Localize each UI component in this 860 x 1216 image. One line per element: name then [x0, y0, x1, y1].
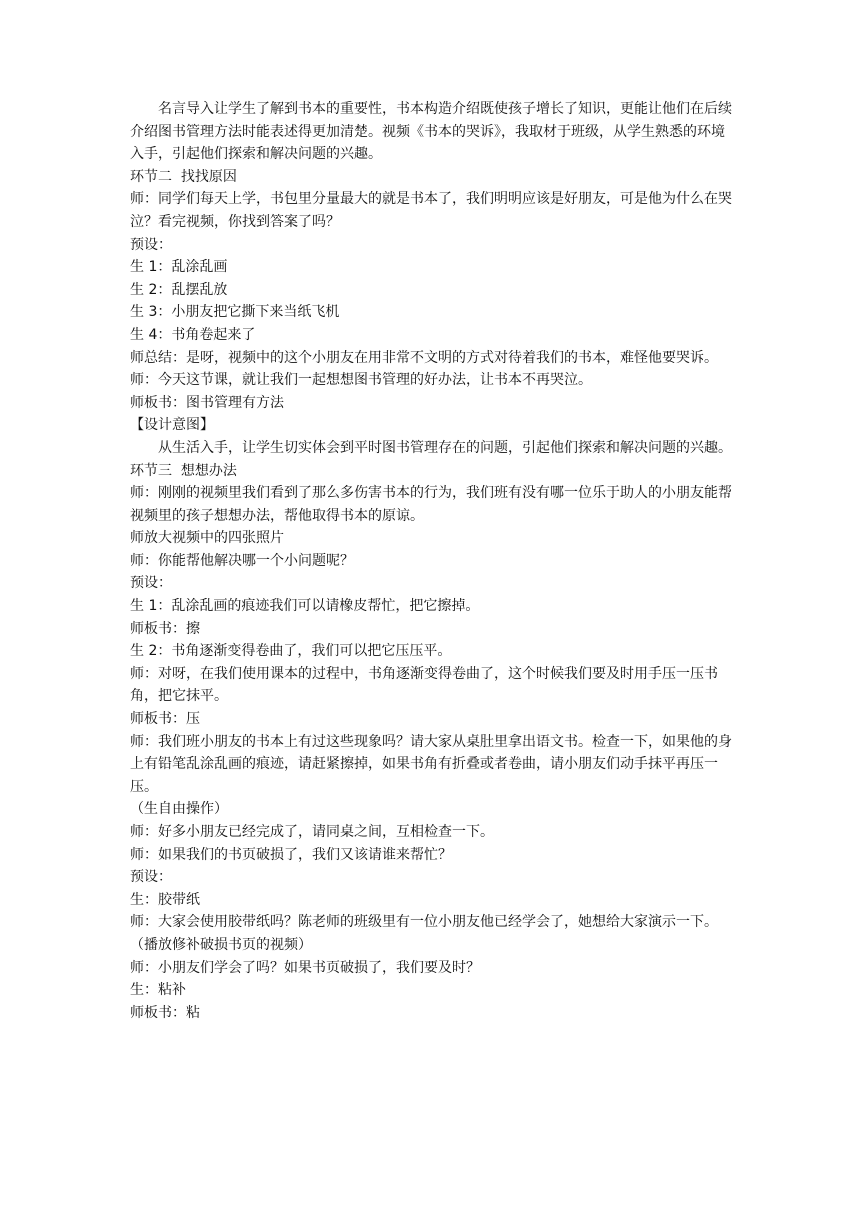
document-paragraph: 生 1：乱涂乱画: [130, 259, 228, 276]
document-paragraph: 师总结：是呀，视频中的这个小朋友在用非常不文明的方式对待着我们的书本，难怪他要哭诉。: [130, 349, 718, 366]
document-paragraph: 师板书：图书管理有方法: [130, 394, 284, 411]
document-paragraph: 师放大视频中的四张照片: [130, 530, 284, 547]
document-paragraph: 师：同学们每天上学，书包里分量最大的就是书本了，我们明明应该是好朋友，可是他为什么在哭泣？看完视频，你找到答案了吗？: [130, 191, 732, 230]
document-paragraph: 师：刚刚的视频里我们看到了那么多伤害书本的行为，我们班有没有哪一位乐于助人的小朋友能帮视频里的孩子想想办法，帮他取得书本的原谅。: [130, 485, 732, 524]
document-paragraph: 生：粘补: [130, 982, 186, 999]
document-paragraph: 从生活入手，让学生切实体会到平时图书管理存在的问题，引起他们探索和解决问题的兴趣。: [158, 439, 732, 456]
document-paragraph: 预设：: [130, 869, 172, 886]
document-paragraph: 生：胶带纸: [130, 891, 200, 908]
document-paragraph: 生 4：书角卷起来了: [130, 326, 256, 343]
document-paragraph: （生自由操作）: [130, 801, 228, 818]
document-paragraph: 师板书：压: [130, 711, 200, 728]
document-paragraph: 师：好多小朋友已经完成了，请同桌之间，互相检查一下。: [130, 824, 494, 840]
document-paragraph: 【设计意图】: [130, 417, 214, 434]
document-paragraph: 师：对呀，在我们使用课本的过程中，书角逐渐变得卷曲了，这个时候我们要及时用手压一压书角，把它抹平。: [130, 665, 718, 705]
document-paragraph: 生 2：乱摆乱放: [130, 281, 228, 298]
document-paragraph: 师板书：擦: [130, 620, 200, 637]
document-paragraph: 师：我们班小朋友的书本上有过这些现象吗？请大家从桌肚里拿出语文书。检查一下，如果他的身上有铅笔乱涂乱画的痕迹，请赶紧擦掉，如果书角有折叠或者卷曲，请小朋友们动手抹平再压一压。: [130, 733, 732, 795]
document-paragraph: 预设：: [130, 575, 172, 592]
document-paragraph: 生 2：书角逐渐变得卷曲了，我们可以把它压压平。: [130, 643, 452, 660]
document-paragraph: 师：今天这节课，就让我们一起想想图书管理的好办法，让书本不再哭泣。: [130, 372, 592, 389]
document-paragraph: 环节三 想想办法: [130, 462, 237, 479]
document-paragraph: 师：你能帮他解决哪一个小问题呢？: [130, 552, 354, 569]
document-body: [130, 98, 738, 1024]
document-paragraph: 生 1：乱涂乱画的痕迹我们可以请橡皮帮忙，把它擦掉。: [130, 598, 480, 615]
document-paragraph: （播放修补破损书页的视频）: [130, 936, 312, 953]
document-paragraph: 师：大家会使用胶带纸吗？陈老师的班级里有一位小朋友他已经学会了，她想给大家演示一下。: [130, 914, 718, 931]
document-paragraph: 生 3：小朋友把它撕下来当纸飞机: [130, 304, 340, 321]
document-paragraph: 师：如果我们的书页破损了，我们又该请谁来帮忙？: [130, 846, 452, 863]
document-paragraph: 环节二 找找原因: [130, 168, 237, 185]
document-paragraph: 师板书：粘: [130, 1004, 200, 1021]
document-paragraph: 预设：: [130, 236, 172, 253]
document-paragraph: 师：小朋友们学会了吗？如果书页破损了，我们要及时？: [130, 959, 480, 976]
document-paragraph: 名言导入让学生了解到书本的重要性，书本构造介绍既使孩子增长了知识，更能让他们在后续介绍图书管理方法时能表述得更加清楚。视频《书本的哭诉》，我取材于班级，从学生熟悉的环境入手，引起他们探索和解决问题的兴趣。: [130, 101, 732, 163]
